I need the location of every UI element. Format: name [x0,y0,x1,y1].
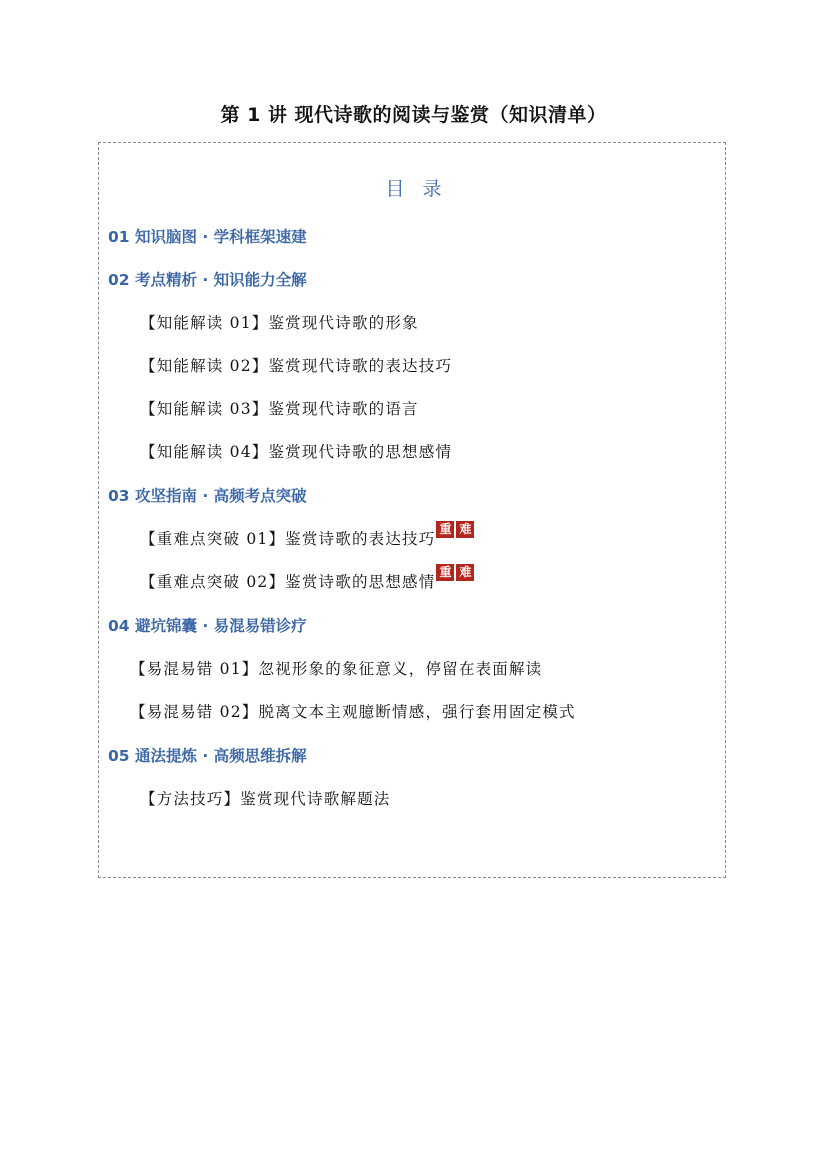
toc-item-03-01[interactable] [140,522,476,549]
toc-item-05-01[interactable]: 【方法技巧】鉴赏现代诗歌解题法 [140,790,391,808]
toc-item-03-02-label: 【重难点突破 02】鉴赏诗歌的思想感情 [140,573,436,591]
document-title: 第 1 讲 现代诗歌的阅读与鉴赏（知识清单） [220,104,607,126]
badge-nan: 难 [456,521,474,538]
key-difficult-badge [436,562,476,581]
toc-item-02-01[interactable]: 【知能解读 01】鉴赏现代诗歌的形象 [140,314,419,332]
toc-section-02[interactable]: 02 考点精析 · 知识能力全解 [108,271,307,289]
badge-zhong: 重 [436,564,454,581]
toc-item-04-02[interactable]: 【易混易错 02】脱离文本主观臆断情感，强行套用固定模式 [130,703,576,721]
badge-nan: 难 [456,564,474,581]
toc-item-04-01[interactable]: 【易混易错 01】忽视形象的象征意义，停留在表面解读 [130,660,543,678]
toc-item-02-03[interactable]: 【知能解读 03】鉴赏现代诗歌的语言 [140,400,419,418]
toc-item-02-02[interactable]: 【知能解读 02】鉴赏现代诗歌的表达技巧 [140,357,453,375]
key-difficult-badge [436,519,476,538]
toc-item-03-01-label: 【重难点突破 01】鉴赏诗歌的表达技巧 [140,530,436,548]
badge-zhong: 重 [436,521,454,538]
toc-section-05[interactable]: 05 通法提炼 · 高频思维拆解 [108,747,307,765]
toc-section-04[interactable]: 04 避坑锦囊 · 易混易错诊疗 [108,617,307,635]
toc-section-03[interactable]: 03 攻坚指南 · 高频考点突破 [108,487,307,505]
toc-heading: 目录 [385,178,460,200]
toc-frame [98,142,726,878]
toc-item-03-02[interactable] [140,565,476,592]
toc-section-01[interactable]: 01 知识脑图 · 学科框架速建 [108,228,307,246]
toc-item-02-04[interactable]: 【知能解读 04】鉴赏现代诗歌的思想感情 [140,443,453,461]
